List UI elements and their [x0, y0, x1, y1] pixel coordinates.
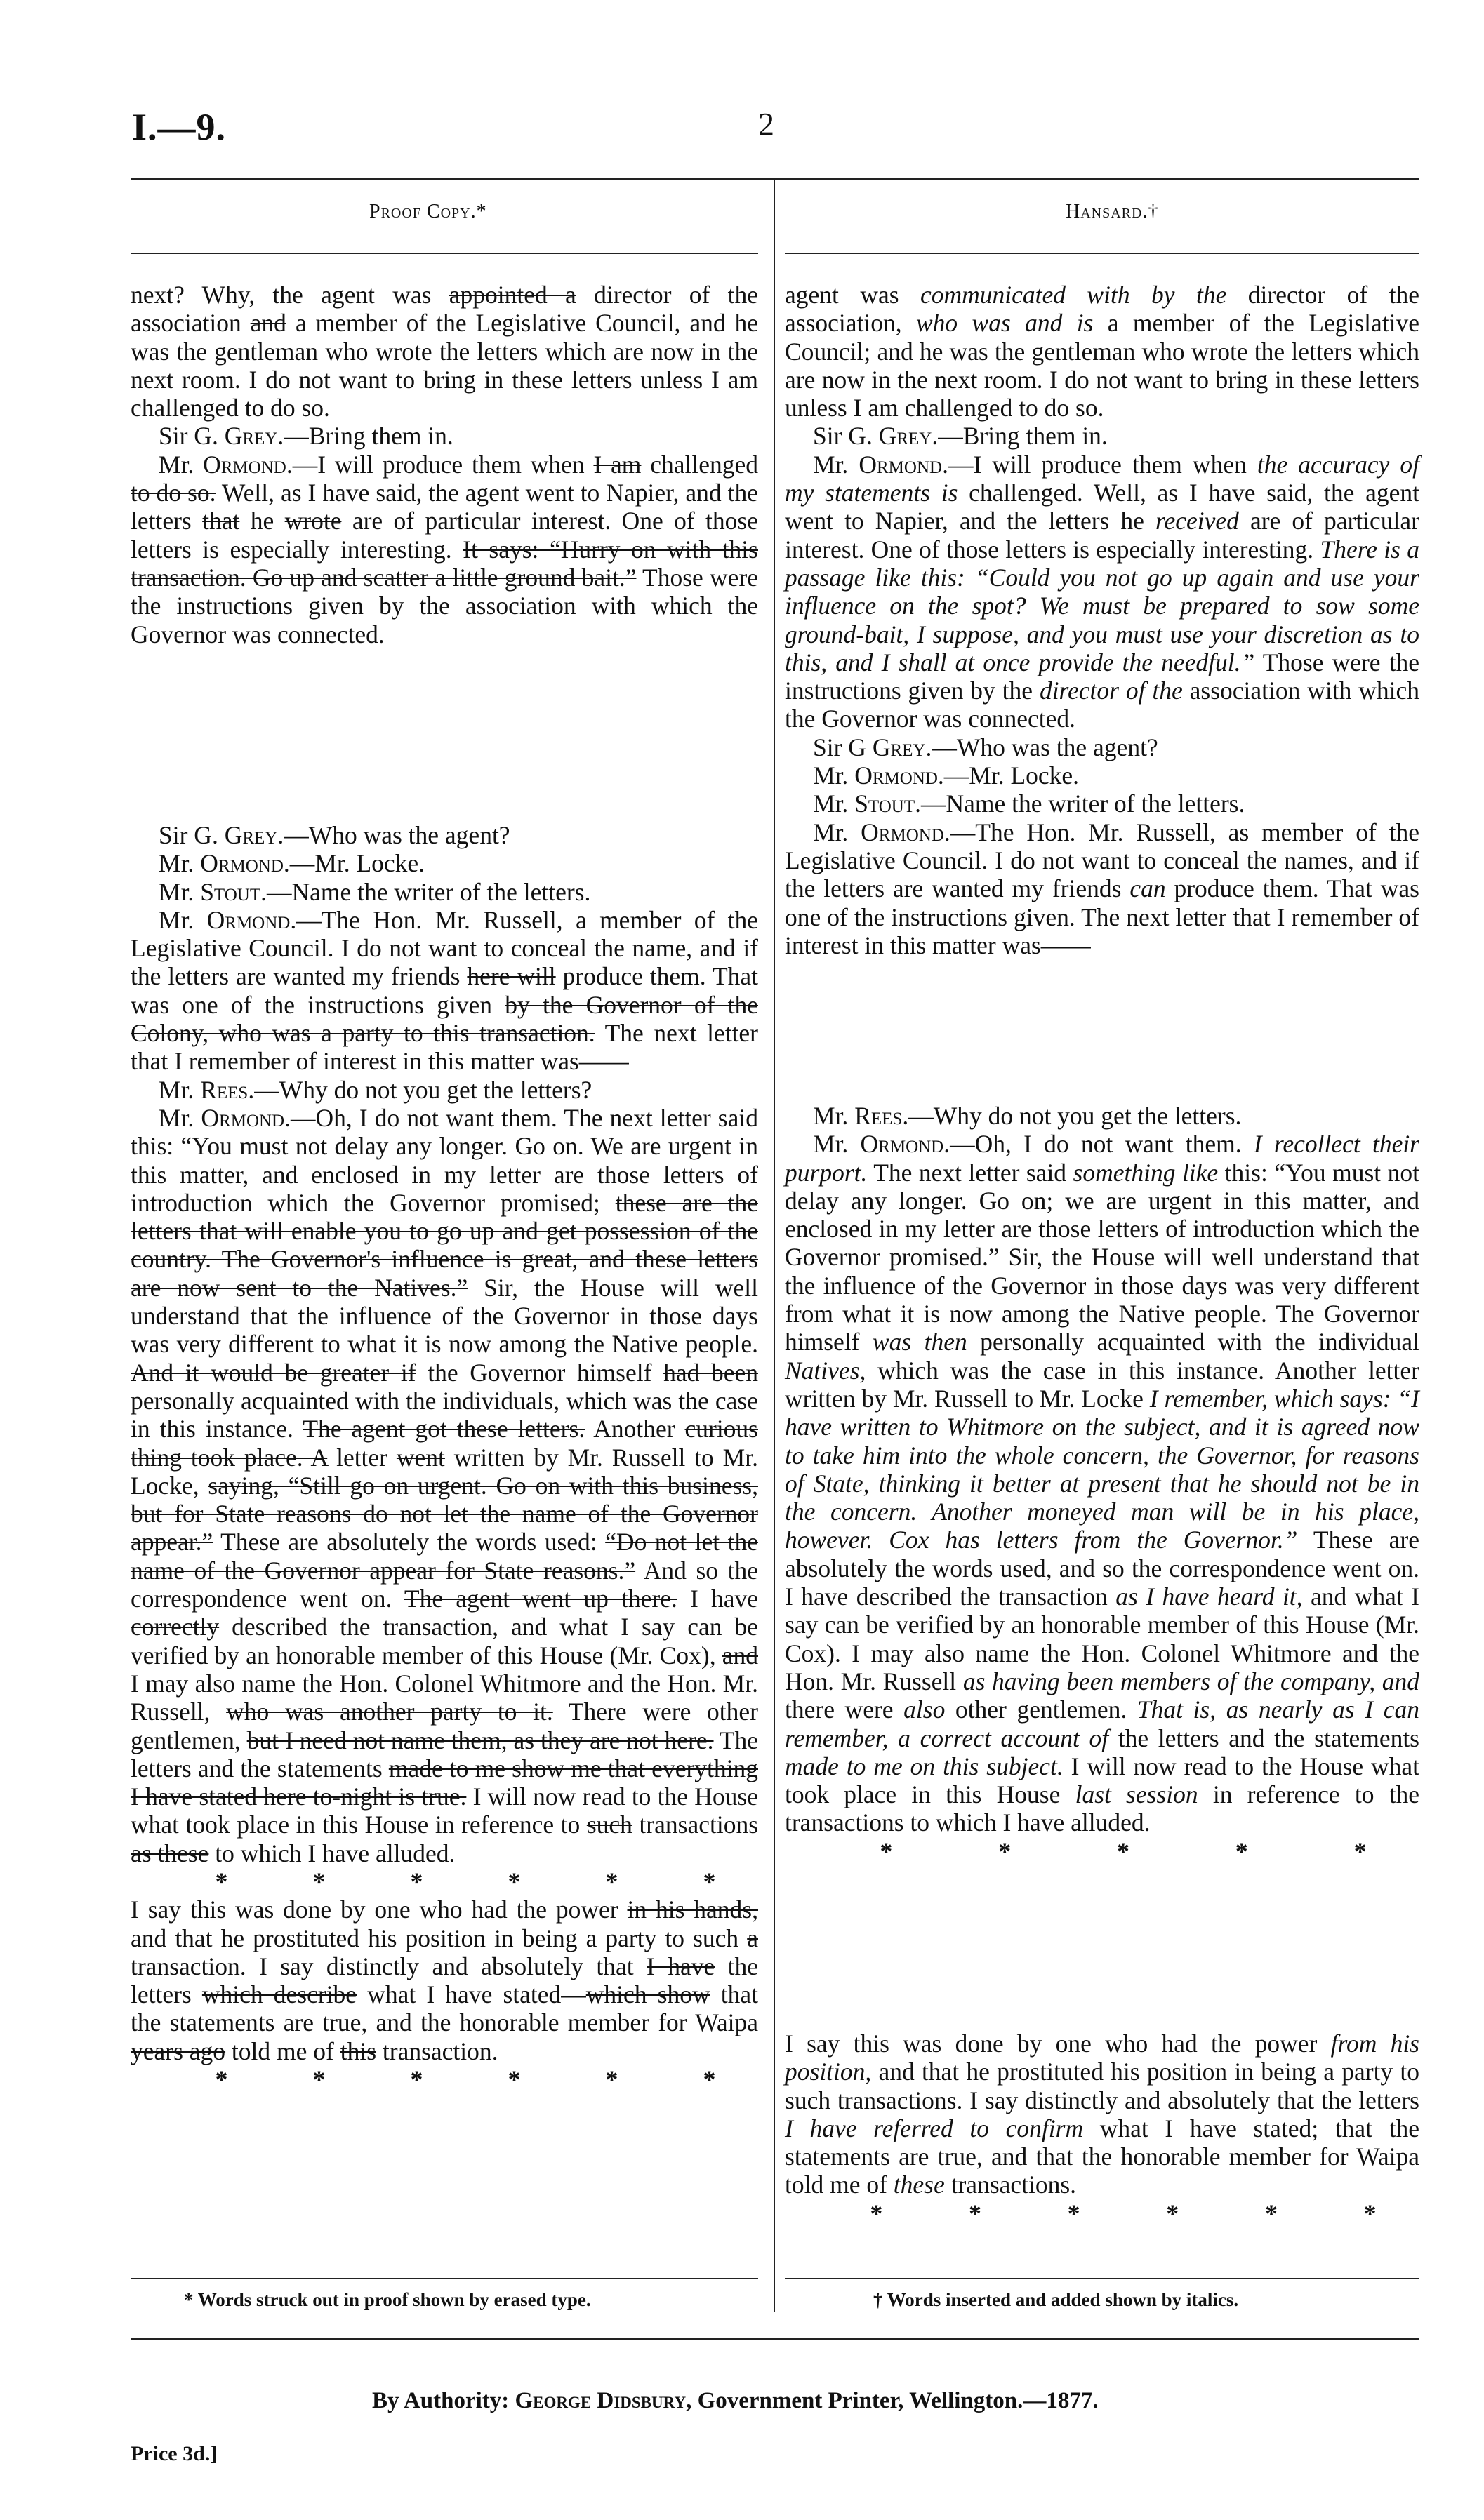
text-run: produce them. That was one of the instructions given. The next letter that I remember of interest in this matter was—— — [785, 874, 1419, 959]
inserted-text: something like — [1073, 1158, 1219, 1187]
inserted-text: who was and is — [915, 309, 1094, 338]
column-divider — [774, 178, 775, 2312]
speaker-name: Ormond — [860, 1130, 944, 1159]
text-run: are of particular interest. One of those letters is especially interesting. — [785, 507, 1419, 564]
inserted-text: made to me on this subject. — [785, 1752, 1064, 1780]
struck-text: The agent went up there. — [404, 1585, 677, 1613]
asterisk: * — [410, 1867, 423, 1895]
struck-text: these are the letters that will enable you to go up and get possession of the country. The Governor's influence is great, and these letters are now sent to the Natives.” — [131, 1188, 758, 1302]
text-run: the Governor himself — [416, 1358, 664, 1387]
text-run: in reference to the transactions to which I have alluded. — [785, 1780, 1420, 1837]
struck-text: in his hands, — [627, 1895, 758, 1924]
speaker-name: Ormond — [203, 450, 286, 479]
text-run: challenged — [641, 450, 758, 479]
left-column-part2 — [131, 821, 758, 2093]
right-column-part2 — [785, 1102, 1419, 1865]
inserted-text: from his position, — [785, 2029, 1419, 2086]
text-run: I will now read to the House what took place in this House in reference to — [131, 1782, 758, 1839]
left-footnote-rule — [131, 2278, 758, 2279]
struck-text: this — [340, 2036, 377, 2065]
speaker-name: Ormond — [859, 450, 943, 479]
text-run: I will now read to the House what took place in this House — [785, 1752, 1419, 1809]
right-paragraph — [785, 1130, 1419, 1836]
text-run: a member of the Legislative Council, and he was the gentleman who wrote the letters which are now in the next room. I do not want to bring in these letters unless I am challenged to do so. — [131, 309, 758, 422]
text-run: which was the case in this instance. Another letter written by Mr. Russell to Mr. Locke — [785, 1356, 1419, 1413]
struck-text: curious thing took place. A — [131, 1415, 758, 1472]
text-run: transactions — [632, 1811, 759, 1839]
text-run: what I have stated; that the statements are true, and that the honorable member for Waipa told me of — [785, 2114, 1419, 2199]
left-paragraph — [131, 849, 758, 877]
text-run: Sir G. — [159, 821, 225, 849]
inserted-text: the accuracy of my statements is — [785, 450, 1419, 507]
asterisk: * — [215, 1867, 228, 1895]
struck-text: which describe — [201, 1980, 357, 2009]
text-run: .—Bring them in. — [277, 422, 453, 451]
text-run: Another — [585, 1415, 685, 1444]
text-run: Sir, the House will well understand that the influence of the Governor in those days was very different to what it is now among the Native people. — [131, 1273, 758, 1359]
text-run: he — [239, 507, 285, 535]
text-run: Mr. — [159, 1103, 201, 1132]
text-run: The next letter that I remember of interest in this matter was—— — [131, 1019, 758, 1076]
struck-text: a — [747, 1924, 758, 1952]
struck-text: to do so. — [131, 479, 216, 507]
text-run: .—Why do not you get the letters? — [248, 1075, 592, 1104]
right-paragraph — [785, 761, 1419, 789]
text-run: I say this was done by one who had the power — [785, 2029, 1331, 2058]
speaker-name: Stout — [854, 789, 915, 818]
text-run: There were other gentlemen, — [131, 1698, 759, 1754]
text-run: Mr. — [813, 789, 855, 818]
left-paragraph — [131, 281, 758, 422]
asterisk: * — [508, 1867, 521, 1895]
text-run: transaction. I say distinctly and absolutely that — [131, 1952, 647, 1980]
text-run: .—Mr. Locke. — [283, 849, 425, 878]
inserted-text: There is a passage like this: “Could you not go up again and use your influence on the spot? We must be prepared to sow some ground-bait, I suppose, and you must use your discretion as to this, and I shall at once provide the needful.” — [785, 535, 1419, 676]
text-run: challenged. Well, as I have said, the agent went to Napier, and the letters he — [785, 479, 1419, 535]
right-paragraph — [785, 451, 1419, 733]
text-run: the letters — [131, 1952, 759, 2009]
text-run: .—Name the writer of the letters. — [915, 789, 1245, 818]
text-run: The next letter said — [867, 1158, 1073, 1187]
text-run: the letters and the statements — [1108, 1724, 1420, 1752]
struck-text: “Do not let the name of the Governor appear for State reasons.” — [131, 1528, 759, 1585]
text-run: I say this was done by one who had the power — [131, 1895, 628, 1924]
text-run: that the statements are true, and the honorable member for Waipa — [131, 1980, 758, 2037]
left-column-title: Proof Copy.* — [369, 201, 487, 222]
right-column-title: Hansard.† — [1066, 201, 1159, 222]
text-run: letter — [327, 1443, 397, 1472]
text-run: produce them. That was one of the instructions given — [131, 962, 758, 1019]
price-label: Price 3d.] — [131, 2442, 218, 2465]
inserted-text: received — [1155, 507, 1239, 535]
left-column — [131, 281, 758, 648]
asterisk: * — [215, 2065, 228, 2094]
text-run: next? Why, the agent was — [131, 281, 449, 309]
text-run: I may also name the Hon. Colonel Whitmore and the Hon. Mr. Russell, — [131, 1669, 758, 1726]
asterisk: * — [605, 2065, 618, 2094]
speaker-name: Grey — [224, 422, 278, 451]
text-run: And so the correspondence went on. — [131, 1556, 758, 1613]
text-run: Sir G. — [813, 422, 879, 451]
asterisk: * — [1117, 1836, 1129, 1865]
speaker-name: Ormond — [206, 905, 291, 934]
speaker-name: Ormond — [201, 1103, 285, 1132]
text-run: I have — [677, 1585, 758, 1613]
text-run: Sir G — [813, 733, 873, 761]
right-paragraph — [785, 281, 1419, 422]
text-run: Those were the instructions given by the — [785, 648, 1419, 705]
inserted-text: Natives, — [785, 1356, 866, 1385]
speaker-name: Grey — [872, 733, 926, 761]
right-footnote: † Words inserted and added shown by italics. — [873, 2289, 1239, 2310]
text-run: director of the association — [131, 281, 759, 338]
right-footnote-rule — [785, 2278, 1419, 2279]
speaker-name: Stout — [200, 877, 261, 906]
struck-text: correctly — [131, 1613, 220, 1641]
text-run: to which I have alluded. — [208, 1839, 456, 1867]
inserted-text: these — [893, 2171, 945, 2199]
left-paragraph — [131, 878, 758, 906]
right-paragraph — [785, 1102, 1419, 1130]
asterisk: * — [312, 2065, 326, 2094]
asterisk: * — [1235, 1836, 1248, 1865]
text-run: director of the association, — [785, 281, 1419, 338]
struck-text: The agent got these letters. — [303, 1415, 585, 1444]
text-run: association with which the Governor was connected. — [785, 676, 1420, 733]
text-run: Mr. — [159, 905, 207, 934]
asterisk: * — [998, 1836, 1012, 1865]
inserted-text: I have referred to confirm — [785, 2114, 1084, 2142]
text-run: this: “You must not delay any longer. Go on; we are urgent in this matter, and enclosed in my letter are those letters of introduction which the Governor promised.” Sir, the House will well understand that the influence of the Governor in those days was very different from what it is now among the Native people. The Governor himself — [785, 1158, 1419, 1356]
text-run: Those were the instructions given by the association with which the Governor was connected. — [131, 563, 758, 648]
text-run: Mr. — [813, 761, 855, 790]
speaker-name: Grey — [878, 422, 932, 451]
text-run: told me of — [225, 2036, 340, 2065]
right-column — [785, 281, 1419, 959]
struck-text: went — [396, 1443, 445, 1472]
text-run: Mr. — [813, 450, 859, 479]
text-run: .—Bring them in. — [932, 422, 1108, 451]
text-run: and that he prostituted his position in being a party to such — [131, 1924, 748, 1952]
asterisk: * — [703, 1867, 716, 1895]
inserted-text: I recollect their purport. — [785, 1130, 1420, 1187]
text-run: Sir G. — [159, 422, 225, 451]
asterisk: * — [1265, 2199, 1278, 2227]
left-paragraph — [131, 1076, 758, 1104]
struck-text: It says: “Hurry on with this transaction. Go up and scatter a little ground bait.” — [131, 535, 758, 592]
asterisk: * — [410, 2065, 423, 2094]
struck-text: years ago — [131, 2036, 226, 2065]
right-paragraph — [785, 422, 1419, 450]
speaker-name: Ormond — [200, 849, 284, 878]
printer-rest: , Government Printer, Wellington.—1877. — [686, 2388, 1099, 2413]
text-run: there were — [785, 1695, 904, 1724]
asterisk: * — [1067, 2199, 1080, 2227]
asterisk: * — [1353, 1836, 1367, 1865]
struck-text: And it would be greater if — [131, 1358, 416, 1387]
asterisk: * — [1166, 2199, 1179, 2227]
asterisk: * — [969, 2199, 981, 2227]
inserted-text: director of the — [1039, 676, 1183, 705]
speaker-name: Grey — [224, 821, 278, 849]
text-run: Mr. — [159, 1075, 201, 1104]
speaker-name: Ormond — [854, 761, 938, 790]
right-paragraph — [785, 733, 1419, 761]
left-paragraph — [131, 422, 758, 450]
text-run: .—Why do not you get the letters. — [902, 1102, 1242, 1130]
speaker-name: Ormond — [861, 818, 944, 846]
text-run: The letters and the statements — [131, 1726, 758, 1782]
struck-text: as these — [131, 1839, 209, 1867]
asterisk: * — [703, 2065, 716, 2094]
right-paragraph — [785, 789, 1419, 818]
text-run: .—Oh, I do not want them. The next letter said this: “You must not delay any longer. Go on. We are urgent in this matter, and enclosed in my letter are those letters of introduction which the Governor promised; — [131, 1103, 758, 1217]
right-paragraph — [785, 2029, 1419, 2199]
text-run: .—Oh, I do not want them. — [943, 1130, 1254, 1159]
inserted-text: also — [903, 1695, 946, 1724]
text-run: These are absolutely the words used, and so the correspondence went on. I have described the transaction — [785, 1526, 1419, 1611]
text-run: .—The Hon. Mr. Russell, a member of the Legislative Council. I do not want to conceal the name, and if the letters are wanted my friends — [131, 905, 758, 991]
text-run: personally acquainted with the individuals, which was the case in this instance. — [131, 1386, 758, 1444]
right-paragraph — [785, 818, 1419, 959]
text-run: Mr. — [813, 1130, 861, 1159]
text-run: transactions. — [944, 2171, 1077, 2199]
speaker-name: Rees — [854, 1102, 903, 1130]
left-header-rule — [131, 253, 758, 254]
text-run: Mr. — [159, 450, 204, 479]
page-number: 2 — [758, 106, 774, 142]
text-run: written by Mr. Russell to Mr. Locke, — [131, 1443, 758, 1500]
left-asterisk-row — [131, 1867, 758, 1895]
text-run: a member of the Legislative Council; and he was the gentleman who wrote the letters which are now in the next room. I do not want to bring in these letters unless I am challenged to do so. — [785, 309, 1419, 422]
struck-text: saying, “Still go on urgent. Go on with this business, but for State reasons do not let the name of the Governor appear.” — [131, 1471, 758, 1556]
right-header-rule — [785, 253, 1419, 254]
text-run: and that he prostituted his position in being a party to such transactions. I say distinctly and absolutely that the letters — [785, 2058, 1419, 2114]
struck-text: appointed a — [449, 281, 576, 309]
asterisk: * — [880, 1836, 893, 1865]
top-rule — [131, 178, 1419, 180]
bottom-rule — [131, 2338, 1419, 2340]
text-run: .—Who was the agent? — [277, 821, 510, 849]
struck-text: by the Governor of the Colony, who was a party to this transaction. — [131, 990, 758, 1048]
printer-imprint — [372, 2388, 1099, 2414]
text-run: are of particular interest. One of those letters is especially interesting. — [131, 507, 758, 564]
right-column-part3 — [785, 2029, 1419, 2227]
inserted-text: as I have heard it, — [1115, 1582, 1303, 1611]
inserted-text: as having been members of the company, and — [962, 1667, 1420, 1695]
asterisk: * — [605, 1867, 618, 1895]
struck-text: who was another party to it. — [226, 1698, 553, 1726]
text-run: Mr. — [813, 818, 861, 846]
struck-text: had been — [663, 1358, 758, 1387]
inserted-text: can — [1129, 874, 1166, 903]
struck-text: I am — [593, 450, 642, 479]
text-run: These are absolutely the words used: — [213, 1528, 606, 1556]
left-paragraph — [131, 821, 758, 849]
right-asterisk-row — [785, 1837, 1419, 1865]
asterisk: * — [870, 2199, 883, 2227]
text-run: other gentlemen. — [945, 1695, 1137, 1724]
text-run: .—I will produce them when — [286, 450, 594, 479]
text-run: .—Who was the agent? — [925, 733, 1158, 761]
series-number: I.—9. — [132, 106, 227, 148]
left-paragraph — [131, 1895, 758, 2065]
text-run: Mr. — [813, 1102, 855, 1130]
inserted-text: last session — [1075, 1780, 1198, 1809]
struck-text: that — [202, 507, 240, 535]
left-footnote: * Words struck out in proof shown by erased type. — [184, 2289, 591, 2310]
text-run: what I have stated— — [357, 1980, 586, 2009]
left-paragraph — [131, 451, 758, 648]
left-paragraph — [131, 906, 758, 1076]
printer-label: By Authority: — [372, 2388, 510, 2413]
inserted-text: was then — [872, 1328, 967, 1356]
left-paragraph — [131, 1104, 758, 1867]
struck-text: and — [250, 309, 286, 338]
text-run: and what I say can be verified by an honorable member of this House (Mr. Cox). I may also name the Hon. Colonel Whitmore and the Hon. Mr. Russell — [785, 1582, 1419, 1695]
text-run: Mr. — [159, 849, 201, 878]
struck-text: such — [586, 1811, 632, 1839]
text-run: .—The Hon. Mr. Russell, as member of the Legislative Council. I do not want to conceal the names, and if the letters are wanted my friends — [785, 818, 1420, 903]
text-run: personally acquainted with the individual — [967, 1328, 1419, 1356]
asterisk: * — [1363, 2199, 1377, 2227]
text-run: .—Name the writer of the letters. — [260, 877, 591, 906]
text-run: Well, as I have said, the agent went to Napier, and the letters — [131, 479, 758, 535]
inserted-text: I remember, which says: “I have written to Whitmore on the subject, and it is agreed now to take him into the whole concern, the Governor, for reasons of State, thinking it better at present that he should not be in the concern. Another moneyed man will be in his place, however. Cox has letters from the Governor.” — [785, 1384, 1419, 1554]
right-asterisk-row-final — [785, 2199, 1419, 2227]
inserted-text: communicated with by the — [920, 281, 1227, 309]
struck-text: I have — [647, 1952, 715, 1980]
struck-text: wrote — [284, 507, 342, 535]
struck-text: and — [722, 1641, 758, 1669]
struck-text: here will — [467, 962, 556, 991]
struck-text: but I need not name them, as they are not here. — [246, 1726, 714, 1754]
left-asterisk-row-final — [131, 2065, 758, 2093]
text-run: described the transaction, and what I say can be verified by an honorable member of this House (Mr. Cox), — [131, 1613, 758, 1669]
text-run: Mr. — [159, 877, 201, 906]
asterisk: * — [312, 1867, 326, 1895]
asterisk: * — [508, 2065, 521, 2094]
inserted-text: That is, as nearly as I can remember, a correct account of — [785, 1695, 1420, 1752]
speaker-name: Rees — [200, 1075, 249, 1104]
struck-text: made to me show me that everything I have stated here to-night is true. — [131, 1754, 758, 1811]
text-run: transaction. — [376, 2036, 498, 2065]
text-run: agent was — [785, 281, 920, 309]
struck-text: which show — [585, 1980, 710, 2009]
text-run: .—Mr. Locke. — [937, 761, 1080, 790]
printer-name: George Didsbury — [515, 2388, 687, 2413]
text-run: .—I will produce them when — [942, 450, 1257, 479]
